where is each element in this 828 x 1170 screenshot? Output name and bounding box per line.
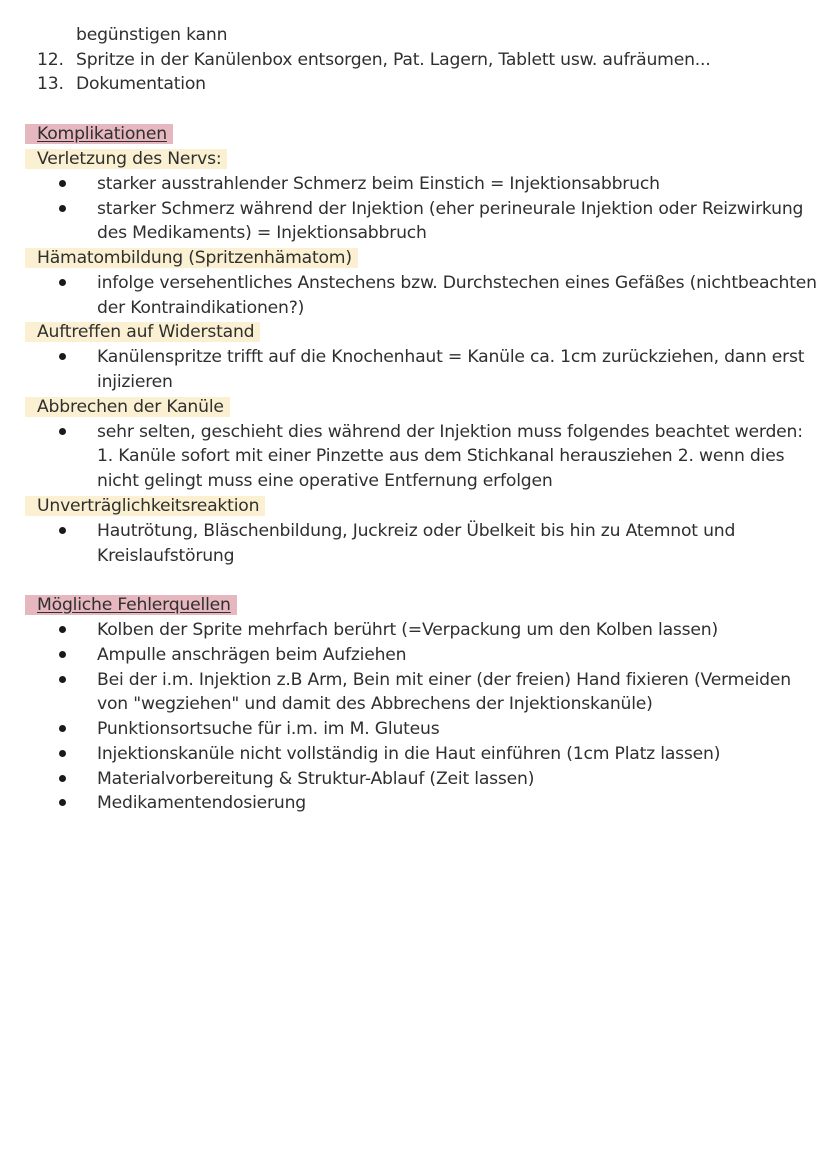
list-item-text: von "wegziehen" und damit des Abbrechens der Injektionskanüle) xyxy=(97,694,653,714)
section-heading-komplikationen xyxy=(25,122,173,147)
list-item-text: starker Schmerz während der Injektion (eher perineurale Injektion oder Reizwirkung xyxy=(97,199,804,219)
subheading xyxy=(25,494,265,519)
step-text: Dokumentation xyxy=(76,74,206,94)
bullet-icon xyxy=(59,799,66,806)
list-item-text: sehr selten, geschieht dies während der Injektion muss folgendes beachtet werden: xyxy=(97,422,803,442)
bullet-icon xyxy=(59,750,66,757)
list-item-text: Injektionskanüle nicht vollständig in die Haut einführen (1cm Platz lassen) xyxy=(97,744,721,764)
step-number: 13. xyxy=(37,74,64,94)
list-item-text: Punktionsortsuche für i.m. im M. Gluteus xyxy=(97,719,440,739)
bullet-icon xyxy=(59,626,66,633)
bullet-icon xyxy=(59,651,66,658)
subheading-text: Auftreffen auf Widerstand xyxy=(25,322,260,342)
list-item-text: Ampulle anschrägen beim Aufziehen xyxy=(97,645,407,665)
step-continuation-text: begünstigen kann xyxy=(76,25,228,45)
subheading xyxy=(25,246,358,271)
list-item-text: 1. Kanüle sofort mit einer Pinzette aus dem Stichkanal herausziehen 2. wenn dies xyxy=(97,446,785,466)
list-item-text: Kolben der Sprite mehrfach berührt (=Verpackung um den Kolben lassen) xyxy=(97,620,718,640)
section-heading-fehlerquellen xyxy=(25,593,237,618)
list-item-text: nicht gelingt muss eine operative Entfernung erfolgen xyxy=(97,471,553,491)
bullet-icon xyxy=(59,180,66,187)
step-text: Spritze in der Kanülenbox entsorgen, Pat. Lagern, Tablett usw. aufräumen... xyxy=(76,50,711,70)
list-item-text: des Medikaments) = Injektionsabbruch xyxy=(97,223,427,243)
list-item-text: starker ausstrahlender Schmerz beim Einstich = Injektionsabbruch xyxy=(97,174,660,194)
bullet-icon xyxy=(59,205,66,212)
list-item-text: Bei der i.m. Injektion z.B Arm, Bein mit einer (der freien) Hand fixieren (Vermeiden xyxy=(97,670,791,690)
bullet-icon xyxy=(59,279,66,286)
subheading-text: Hämatombildung (Spritzenhämatom) xyxy=(25,248,358,268)
list-item-text: Medikamentendosierung xyxy=(97,793,306,813)
heading-text: Mögliche Fehlerquellen xyxy=(25,595,237,615)
list-item-text: infolge versehentliches Anstechens bzw. Durchstechen eines Gefäßes (nichtbeachten xyxy=(97,273,817,293)
step-number: 12. xyxy=(37,50,64,70)
subheading-text: Verletzung des Nervs: xyxy=(25,149,227,169)
bullet-icon xyxy=(59,676,66,683)
bullet-icon xyxy=(59,428,66,435)
list-item-text: Materialvorbereitung & Struktur-Ablauf (Zeit lassen) xyxy=(97,769,535,789)
list-item-text: injizieren xyxy=(97,372,173,392)
subheading xyxy=(25,320,260,345)
list-item-text: Kanülenspritze trifft auf die Knochenhaut = Kanüle ca. 1cm zurückziehen, dann erst xyxy=(97,347,805,367)
bullet-icon xyxy=(59,527,66,534)
bullet-icon xyxy=(59,775,66,782)
list-item-text: Hautrötung, Bläschenbildung, Juckreiz oder Übelkeit bis hin zu Atemnot und xyxy=(97,521,736,541)
subheading-text: Abbrechen der Kanüle xyxy=(25,397,230,417)
list-item-text: Kreislaufstörung xyxy=(97,546,235,566)
list-item-text: der Kontraindikationen?) xyxy=(97,298,305,318)
heading-text: Komplikationen xyxy=(25,124,173,144)
bullet-icon xyxy=(59,353,66,360)
bullet-icon xyxy=(59,725,66,732)
subheading xyxy=(25,395,230,420)
subheading xyxy=(25,147,227,172)
subheading-text: Unverträglichkeitsreaktion xyxy=(25,496,265,516)
